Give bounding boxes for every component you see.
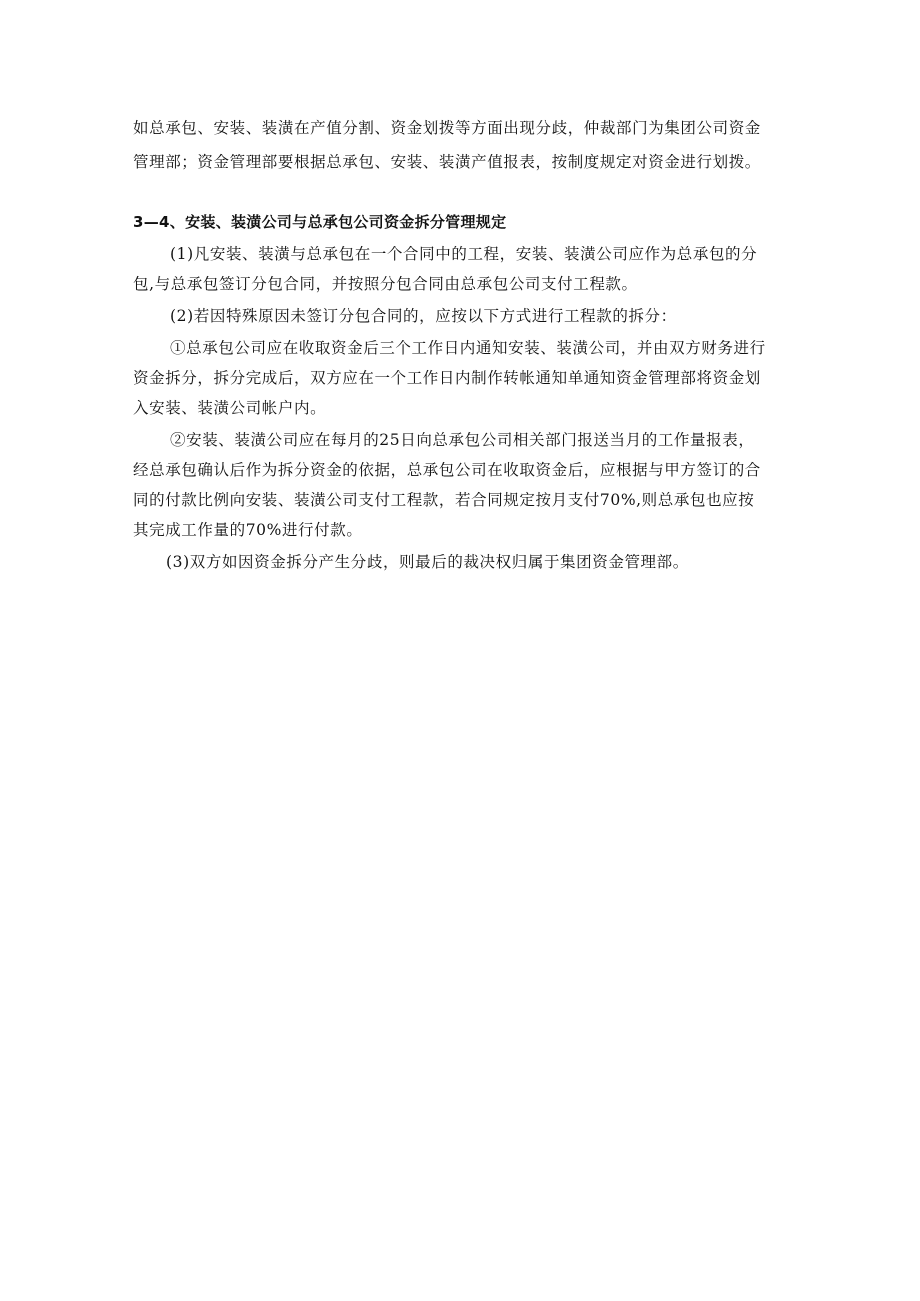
- clause-1-line-1: (1)凡安装、装潢与总承包在一个合同中的工程，安装、装潢公司应作为总承包的分: [170, 245, 758, 263]
- clause-3-line-1: (3)双方如因资金拆分产生分歧，则最后的裁决权归属于集团资金管理部。: [166, 553, 689, 571]
- subclause-1-line-3: 入安装、装潢公司帐户内。: [133, 399, 327, 417]
- subclause-2-line-3: 同的付款比例向安装、装潢公司支付工程款，若合同规定按月支付70%,则总承包也应按: [133, 491, 755, 509]
- subclause-2-line-1: ②安装、装潢公司应在每月的25日向总承包公司相关部门报送当月的工作量报表，: [170, 431, 755, 449]
- clause-1-line-2: 包,与总承包签订分包合同，并按照分包合同由总承包公司支付工程款。: [133, 275, 638, 293]
- intro-text-line-1: 如总承包、安装、装潢在产值分割、资金划拨等方面出现分歧，仲裁部门为集团公司资金: [133, 119, 761, 137]
- intro-text-line-2: 管理部；资金管理部要根据总承包、安装、装潢产值报表，按制度规定对资金进行划拨。: [133, 153, 761, 171]
- subclause-1-line-1: ①总承包公司应在收取资金后三个工作日内通知安装、装潢公司，并由双方财务进行: [170, 339, 766, 357]
- section-heading: 3—4、安装、装潢公司与总承包公司资金拆分管理规定: [133, 213, 507, 231]
- subclause-2-line-2: 经总承包确认后作为拆分资金的依据，总承包公司在收取资金后，应根据与甲方签订的合: [133, 461, 761, 479]
- clause-2-line-1: (2)若因特殊原因未签订分包合同的，应按以下方式进行工程款的拆分：: [170, 307, 677, 325]
- subclause-2-line-4: 其完成工作量的70%进行付款。: [133, 521, 363, 539]
- subclause-1-line-2: 资金拆分，拆分完成后，双方应在一个工作日内制作转帐通知单通知资金管理部将资金划: [133, 369, 761, 387]
